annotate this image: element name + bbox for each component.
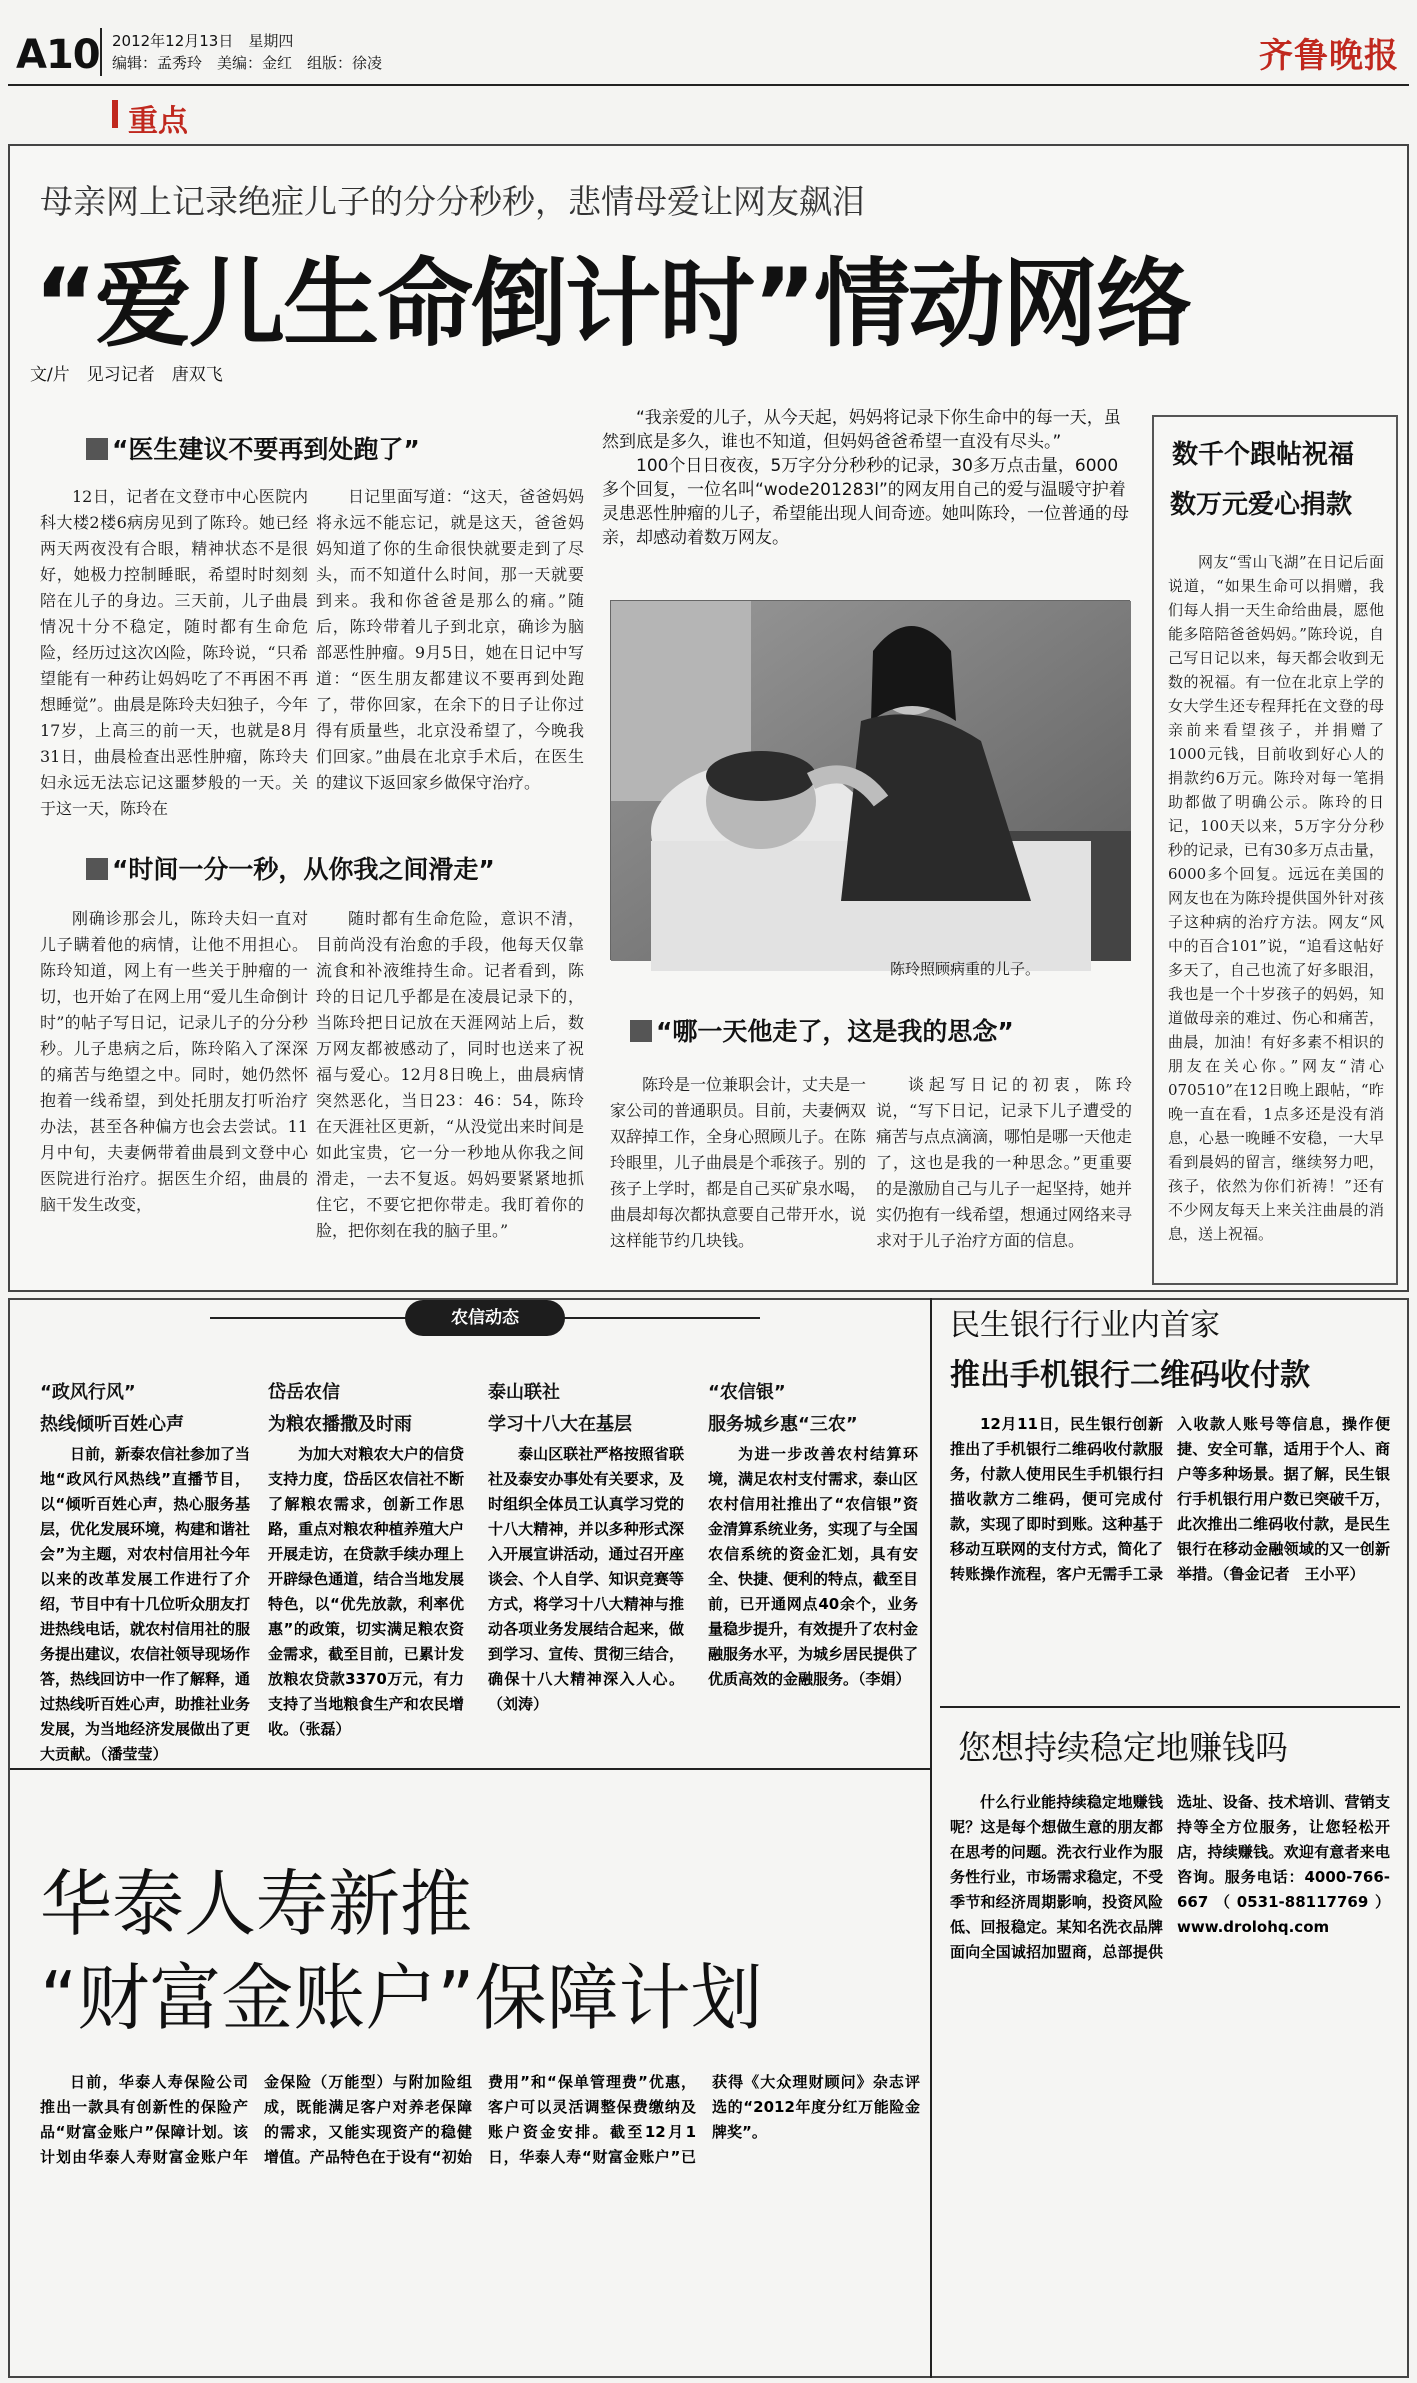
sidebar-body: 网友“雪山飞湖”在日记后面说道，“如果生命可以捐赠，我们每人捐一天生命给曲晨，愿他能多陪陪爸爸妈妈。”陈玲说，自己写日记以来，每天都会收到无数的祝福。有一位在北京上学的女大学生还专程拜托在文登的母亲前来看望孩子，并捐赠了1000元钱，目前收到好心人的捐款约6万元。陈玲对每一笔捐助都做了明确公示。陈玲的日记，100天以来，5万字分分秒秒的记录，已有30多万点击量，6000多个回复。远远在美国的网友也在为陈玲提供国外针对孩子这种病的治疗方法。网友“风中的百合101”说，“追看这帖好多天了，自己也流了好多眼泪，我也是一个十岁孩子的妈妈，知道做母亲的难过、伤心和痛苦，曲晨，加油！有好多素不相识的朋友在关心你。”网友“清心070510”在12日晚上跟帖，“昨晚一直在看，1点多还是没有消息，心悬一晚睡不安稳，一大早看到晨妈的留言，继续努力吧，孩子，依然为你们祈祷！”还有不少网友每天上来关注曲晨的消息，送上祝福。: [1168, 553, 1384, 1243]
news-4-title-1: “农信银”: [708, 1382, 786, 1403]
header-divider: [100, 28, 102, 76]
photo-mother-and-son: [610, 600, 1130, 960]
editors-line: 编辑：孟秀玲 美编：金红 组版：徐凌: [112, 54, 383, 72]
news-1-body: 日前，新泰农信社参加了当地“政风行风热线”直播节目，以“倾听百姓心声，热心服务基层，优化发展环境，构建和谐社会”为主题，对农村信用社今年以来的改革发展工作进行了介绍，节目中有十几位听众朋友打进热线电话，就农村信用社的服务提出建议，农信社领导现场作答，热线回访中一作了解释，通过热线听百姓心声，助推社业务发展，为当地经济发展做出了更大贡献。（潘莹莹）: [40, 1445, 251, 1763]
article-byline: 文/片 见习记者 唐双飞: [30, 365, 223, 385]
square-bullet-icon: [86, 438, 108, 460]
news-2-title-1: 岱岳农信: [268, 1382, 340, 1403]
sidebar-headline-1: 数千个跟帖祝福: [1172, 440, 1355, 470]
header-rule: [8, 84, 1409, 86]
huatai-title-2: “财富金账户”保障计划: [40, 1956, 763, 2040]
news-3-body: 泰山区联社严格按照省联社及泰安办事处有关要求，及时组织全体员工认真学习党的十八大精神，并以多种形式深入开展宣讲活动，通过召开座谈会、个人自学、知识竞赛等方式，将学习十八大精神与推动各项业务发展结合起来，做到学习、宣传、贯彻三结合，确保十八大精神深入人心。（刘涛）: [488, 1445, 684, 1713]
section-3-column-a: 陈玲是一位兼职会计，丈夫是一家公司的普通职员。目前，夫妻俩双双辞掉工作，全身心照顾儿子。在陈玲眼里，儿子曲晨是个乖孩子。别的孩子上学时，都是自己买矿泉水喝，曲晨却每次都执意要自己带开水，说这样能节约几块钱。: [610, 1075, 867, 1250]
section-title: 重点: [128, 104, 188, 139]
brand-logo: 齐鲁晚报: [1259, 36, 1399, 76]
pull-quote: “我亲爱的儿子，从今天起，妈妈将记录下你生命中的每一天，虽然到底是多久，谁也不知道，但妈妈爸爸希望一直没有尽头。” 100个日日夜夜，5万字分分秒秒的记录，30多万点击量，6000多个回复，一位名叫“wode201283l”的网友用自己的爱与温暖守护着灵患恶性肿瘤的儿子，希望能出现人间奇迹。她叫陈玲，一位普通的母亲，却感动着数万网友。: [602, 408, 1129, 548]
section-1-column-a: 12日，记者在文登市中心医院内科大楼2楼6病房见到了陈玲。她已经两天两夜没有合眼，精神状态不是很好，她极力控制睡眠，希望时时刻刻陪在儿子的身边。三天前，儿子曲晨情况十分不稳定，随时都有生命危险，经历过这次凶险，陈玲说，“只希望能有一种药让妈妈吃了不再困不再想睡觉”。曲晨是陈玲夫妇独子，今年17岁，上高三的前一天，也就是8月31日，曲晨检查出恶性肿瘤，陈玲夫妇永远无法忘记这噩梦般的一天。关于这一天，陈玲在: [40, 487, 308, 818]
column-divider: [930, 1298, 932, 2378]
article-subhead: 母亲网上记录绝症儿子的分分秒秒，悲情母爱让网友飙泪: [40, 182, 865, 221]
minsheng-title-2: 推出手机银行二维码收付款: [950, 1358, 1310, 1393]
ad-title-earn-money: 您想持续稳定地赚钱吗: [958, 1728, 1288, 1767]
news-1-title-2: 热线倾听百姓心声: [40, 1414, 184, 1435]
section-marker-icon: [112, 100, 118, 128]
news-1-title-1: “政风行风”: [40, 1382, 136, 1403]
date-line: 2012年12月13日 星期四: [112, 32, 294, 50]
square-bullet-icon: [86, 858, 108, 880]
square-bullet-icon: [630, 1020, 652, 1042]
huatai-body: 日前，华泰人寿保险公司推出一款具有创新性的保险产品“财富金账户”保障计划。该计划由华泰人寿财富金账户年金保险（万能型）与附加险组成，既能满足客户对养老保障的需求，又能实现资产的稳健增值。产品特色在于设有“初始费用”和“保单管理费”优惠，客户可以灵活调整保费缴纳及账户资金安排。截至12月1日，华泰人寿“财富金账户”已获得《大众理财顾问》杂志评选的“2012年度分红万能险金牌奖”。: [40, 2073, 920, 2166]
section-2-column-b: 随时都有生命危险，意识不清，目前尚没有治愈的手段，他每天仅靠流食和补液维持生命。记者看到，陈玲的日记几乎都是在凌晨记录下的，当陈玲把日记放在天涯网站上后，数万网友都被感动了，同时也送来了祝福与爱心。12月8日晚上，曲晨病情突然恶化，当日23：46：54，陈玲在天涯社区更新，“从没觉出来时间是如此宝贵，它一分一秒地从你我之间滑走，一去不复返。妈妈要紧紧地抓住它，不要它把你带走。我盯着你的脸，把你刻在我的脑子里。”: [316, 909, 584, 1240]
photo-caption: 陈玲照顾病重的儿子。: [890, 960, 1041, 978]
photo-illustration: [611, 601, 1131, 961]
section-2-column-a: 刚确诊那会儿，陈玲夫妇一直对儿子瞒着他的病情，让他不用担心。陈玲知道，网上有一些关于肿瘤的一切，也开始了在网上用“爱儿生命倒计时”的帖子写日记，记录儿子的分分秒秒。儿子患病之后，陈玲陷入了深深的痛苦与绝望之中。同时，她仍然怀抱着一线希望，到处托朋友打听治疗办法，甚至各种偏方也会去尝试。11月中旬，夫妻俩带着曲晨到文登中心医院进行治疗。据医生介绍，曲晨的脑干发生改变，: [40, 909, 308, 1214]
ad-rule: [10, 1768, 930, 1770]
news-3-title-1: 泰山联社: [488, 1382, 560, 1403]
news-3-title-2: 学习十八大在基层: [488, 1414, 632, 1435]
news-4-title-2: 服务城乡惠“三农”: [708, 1414, 858, 1435]
huatai-title-1: 华泰人寿新推: [40, 1862, 473, 1946]
ad-rule: [940, 1706, 1400, 1708]
crosshead-3: “哪一天他走了，这是我的思念”: [630, 1012, 1014, 1048]
section-3-column-b: 谈起写日记的初衷，陈玲说，“写下日记，记录下儿子遭受的痛苦与点点滴滴，哪怕是哪一天他走了，这也是我的一种思念。”更重要的是激励自己与儿子一起坚持，她并实仍抱有一线希望，想通过网络来寻求对于儿子治疗方面的信息。: [876, 1075, 1133, 1250]
news-2-body: 为加大对粮农大户的信贷支持力度，岱岳区农信社不断了解粮农需求，创新工作思路，重点对粮农种植养殖大户开展走访，在贷款手续办理上开辟绿色通道，结合当地发展特色，以“优先放款，利率优惠”的政策，切实满足粮农资金需求，截至目前，已累计发放粮农贷款3370万元，有力支持了当地粮食生产和农民增收。（张磊）: [268, 1445, 464, 1738]
page-number: A10: [16, 32, 100, 78]
section-tag: 农信动态: [405, 1300, 565, 1336]
news-4-body: 为进一步改善农村结算环境，满足农村支付需求，泰山区农村信用社推出了“农信银”资金清算系统业务，实现了与全国农信系统的资金汇划，具有安全、快捷、便利的特点，截至目前，已开通网点40余个，业务量稳步提升，有效提升了农村金融服务水平，为城乡居民提供了优质高效的金融服务。（李娟）: [708, 1445, 919, 1688]
sidebar-headline-2: 数万元爱心捐款: [1170, 490, 1353, 520]
minsheng-body: 12月11日，民生银行创新推出了手机银行二维码收付款服务，付款人使用民生手机银行扫描收款方二维码，便可完成付款，实现了即时到账。这种基于移动互联网的支付方式，简化了转账操作流程，客户无需手工录入收款人账号等信息，操作便捷、安全可靠，适用于个人、商户等多种场景。据了解，民生银行手机银行用户数已突破千万，此次推出二维码收付款，是民生银行在移动金融领域的又一创新举措。（鲁金记者 王小平）: [950, 1415, 1390, 1583]
section-1-column-b: 日记里面写道：“这天，爸爸妈妈将永远不能忘记，就是这天，爸爸妈妈知道了你的生命很快就要走到了尽头，而不知道什么时间，那一天就要到来。我和你爸爸是那么的痛。”随后，陈玲带着儿子到北京，确诊为脑部恶性肿瘤。9月5日，她在日记中写道：“医生朋友都建议不要再到处跑了，带你回家，在余下的日子让你过得有质量些，北京没希望了，今晚我们回家。”曲晨在北京手术后，在医生的建议下返回家乡做保守治疗。: [316, 487, 584, 792]
crosshead-1: “医生建议不要再到处跑了”: [86, 430, 420, 466]
ad-body-earn-money: 什么行业能持续稳定地赚钱呢？这是每个想做生意的朋友都在思考的问题。洗衣行业作为服务性行业，市场需求稳定，不受季节和经济周期影响，投资风险低、回报稳定。某知名洗衣品牌面向全国诚招加盟商，总部提供选址、设备、技术培训、营销支持等全方位服务，让您轻松开店，持续赚钱。欢迎有意者来电咨询。服务电话：4000-766-667（0531-88117769）www.drolohq.com: [950, 1793, 1390, 1961]
article-headline: “爱儿生命倒计时”情动网络: [34, 248, 1191, 360]
minsheng-title-1: 民生银行行业内首家: [950, 1308, 1220, 1343]
crosshead-2: “时间一分一秒，从你我之间滑走”: [86, 850, 495, 886]
news-2-title-2: 为粮农播撒及时雨: [268, 1414, 412, 1435]
